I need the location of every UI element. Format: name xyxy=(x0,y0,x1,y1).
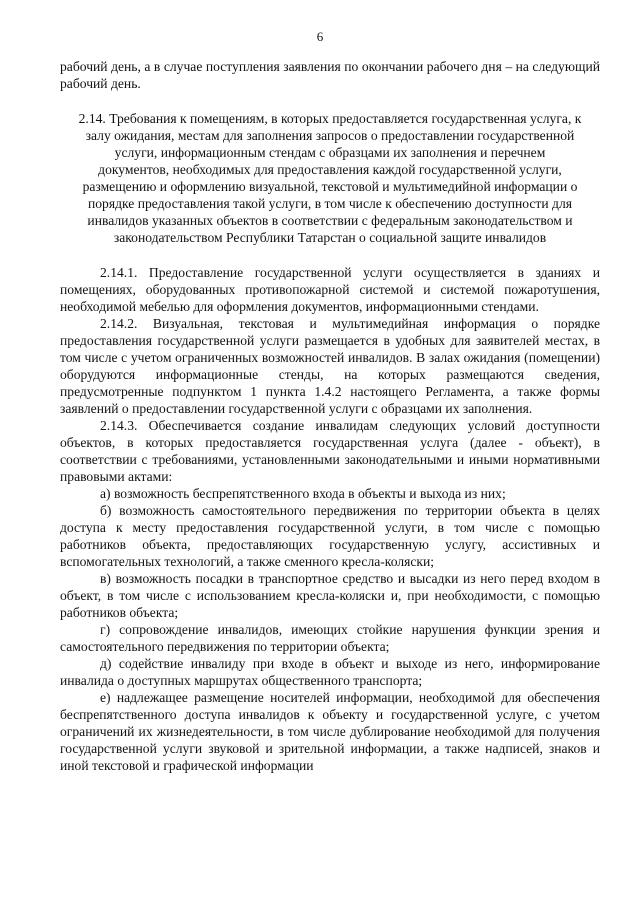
page-number: 6 xyxy=(316,29,324,44)
list-item-g: г) сопровождение инвалидов, имеющих стойкие нарушения функции зрения и самостоятельного передвижения по территории объекта; xyxy=(60,622,600,654)
list-item-d: д) содействие инвалиду при входе в объект и выходе из него, информирование инвалида о доступных маршрутах общественного транспорта; xyxy=(60,656,600,688)
list-item-a: а) возможность беспрепятственного входа в объекты и выхода из них; xyxy=(100,486,506,501)
list-item-b: б) возможность самостоятельного передвижения по территории объекта в целях доступа к месту предоставления государственной услуги, в том числе с помощью работников объекта, предоставляющих государственную услугу, ассистивных и вспомогательных технологий, а также сменного кресла-коляски; xyxy=(60,503,600,569)
list-item-v: в) возможность посадки в транспортное средство и высадки из него перед входом в объект, в том числе с использованием кресла-коляски и, при необходимости, с помощью работников объекта; xyxy=(60,571,600,620)
document-body xyxy=(60,58,600,774)
paragraph-2-14-3: 2.14.3. Обеспечивается создание инвалидам следующих условий доступности объектов, в которых предоставляется государственная услуга (далее - объект), в соответствии с требованиями, установленными законодательными и иными нормативными правовыми актами: xyxy=(60,418,600,484)
paragraph-2-14-2: 2.14.2. Визуальная, текстовая и мультимедийная информация о порядке предоставления государственной услуги размещается в удобных для заявителей местах, в том числе с учетом ограниченных возможностей инвалидов. В залах ожидания (помещении) оборудуются информационные стенды, на которых размещаются сведения, предусмотренные подпунктом 1 пункта 1.4.2 настоящего Регламента, а также формы заявлений о предоставлении государственной услуги с образцами их заполнения. xyxy=(60,316,600,416)
section-heading: 2.14. Требования к помещениям, в которых предоставляется государственная услуга, к залу ожидания, местам для заполнения запросов о предоставлении государственной услуги, информационным стендам с образцами их заполнения и перечнем документов, необходимых для предоставления каждой государственной услуги, размещению и оформлению визуальной, текстовой и мультимедийной информации о порядке предоставления такой услуги, в том числе к обеспечению доступности для инвалидов указанных объектов в соответствии с федеральным законодательством и законодательством Республики Татарстан о социальной защите инвалидов xyxy=(78,111,582,245)
continuation-paragraph: рабочий день, а в случае поступления заявления по окончании рабочего дня – на следующий рабочий день. xyxy=(60,59,600,91)
paragraph-2-14-1: 2.14.1. Предоставление государственной услуги осуществляется в зданиях и помещениях, оборудованных противопожарной системой и системой пожаротушения, необходимой мебелью для оформления документов, информационными стендами. xyxy=(60,265,600,314)
list-item-e: е) надлежащее размещение носителей информации, необходимой для обеспечения беспрепятственного доступа инвалидов к объекту и государственной услуге, с учетом ограничений их жизнедеятельности, в том числе дублирование необходимой для получения государственной услуги звуковой и зрительной информации, а также надписей, знаков и иной текстовой и графической информации xyxy=(60,690,600,773)
